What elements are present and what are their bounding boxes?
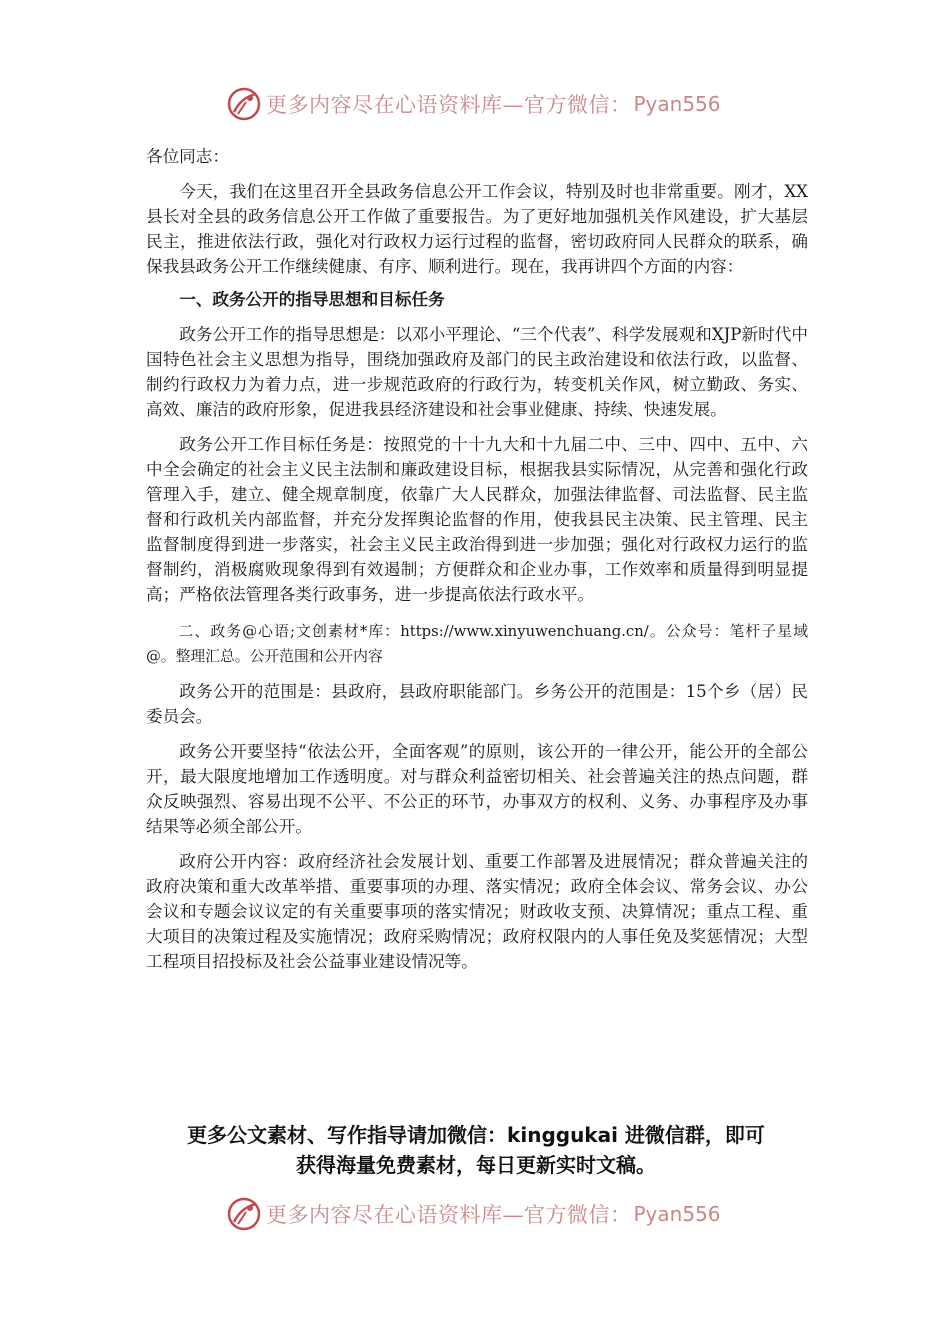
- intro-paragraph: 今天，我们在这里召开全县政务信息公开工作会议，特别及时也非常重要。刚才，XX县长对全县的政务信息公开工作做了重要报告。为了更好地加强机关作风建设，扩大基层民主，推进依法行政，强化对行政权力运行过程的监督，密切政府同人民群众的联系，确保我县政务公开工作继续健康、有序、顺利进行。现在，我再讲四个方面的内容：: [146, 182, 808, 276]
- section1-paragraph-2: 政务公开工作目标任务是：按照党的十十九大和十九届二中、三中、四中、五中、六中全会确定的社会主义民主法制和廉政建设目标，根据我县实际情况，从完善和强化行政管理入手，建立、健全规章制度，依靠广大人民群众，加强法律监督、司法监督、民主监督和行政机关内部监督，并充分发挥舆论监督的作用，使我县民主决策、民主管理、民主监督制度得到进一步落实，社会主义民主政治得到进一步加强；强化对行政权力运行的监督制约，消极腐败现象得到有效遏制；方便群众和企业办事，工作效率和质量得到明显提高；严格依法管理各类行政事务，进一步提高依法行政水平。: [146, 435, 808, 604]
- banner-text: 更多内容尽在心语资料库—官方微信：: [266, 93, 632, 117]
- banner-wechat-id: Pyan556: [633, 1202, 721, 1226]
- section2-paragraph-1: 政务公开的范围是：县政府，县政府职能部门。乡务公开的范围是：15个乡（居）民委员会。: [146, 682, 808, 726]
- header-banner: [226, 84, 721, 124]
- promo-text: [140, 1120, 812, 1180]
- greeting: 各位同志：: [146, 147, 229, 166]
- promo-line-1: 更多公文素材、写作指导请加微信：kinggukai 进微信群，即可: [187, 1123, 765, 1147]
- section2-paragraph-2: 政务公开要坚持“依法公开，全面客观”的原则，该公开的一律公开，能公开的全部公开，最大限度地增加工作透明度。对与群众利益密切相关、社会普遍关注的热点问题，群众反映强烈、容易出现不公平、不公正的环节，办事双方的权利、义务、办事程序及办事结果等必须全部公开。: [146, 742, 808, 836]
- promo-line-2: 获得海量免费素材，每日更新实时文稿。: [296, 1153, 656, 1177]
- section2-title: 二、政务@心语;文创素材*库：https://www.xinyuwenchuang.cn/。公众号：笔杆子星域@。整理汇总。公开范围和公开内容: [146, 623, 808, 665]
- section1-paragraph-1: 政务公开工作的指导思想是：以邓小平理论、“三个代表”、科学发展观和XJP新时代中国特色社会主义思想为指导，围绕加强政府及部门的民主政治建设和依法行政，以监督、制约行政权力为着力点，进一步规范政府的行政行为，转变机关作风，树立勤政、务实、高效、廉洁的政府形象，促进我县经济建设和社会事业健康、持续、快速发展。: [146, 325, 808, 419]
- banner-wechat-id: Pyan556: [633, 92, 721, 116]
- banner-text: 更多内容尽在心语资料库—官方微信：: [266, 1203, 632, 1227]
- section2-paragraph-3: 政府公开内容：政府经济社会发展计划、重要工作部署及进展情况；群众普遍关注的政府决策和重大改革举措、重要事项的办理、落实情况；政府全体会议、常务会议、办公会议和专题会议议定的有关重要事项的落实情况；财政收支预、决算情况；重点工程、重大项目的决策过程及实施情况；政府采购情况；政府权限内的人事任免及奖惩情况；大型工程项目招投标及社会公益事业建设情况等。: [146, 852, 808, 971]
- logo-icon: [226, 86, 262, 122]
- footer-banner: [226, 1194, 721, 1234]
- section1-title: 一、政务公开的指导思想和目标任务: [179, 290, 445, 309]
- document-body: [146, 144, 808, 974]
- logo-icon: [226, 1196, 262, 1232]
